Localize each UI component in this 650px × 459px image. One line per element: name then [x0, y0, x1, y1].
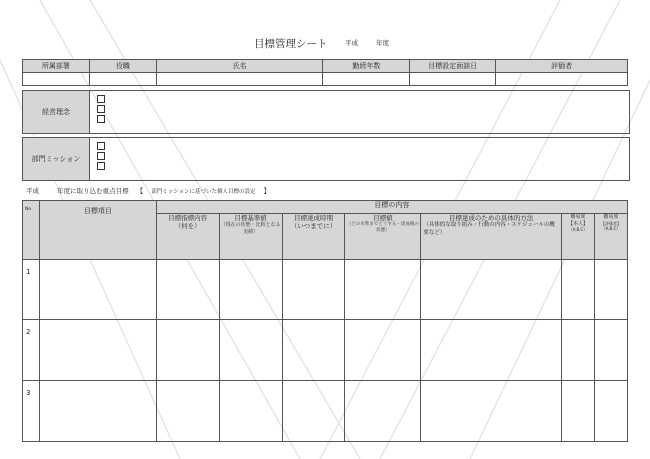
- position-header: 役職: [89, 60, 156, 73]
- deadline-cell[interactable]: [282, 320, 345, 381]
- priority-era: 平成: [26, 187, 39, 195]
- goal-item-cell[interactable]: [39, 260, 156, 320]
- deadline-header: [282, 214, 345, 260]
- priority-heading: [26, 186, 276, 195]
- department-header: 所属部署: [23, 60, 90, 73]
- employee-info-table: [22, 59, 628, 86]
- baseline-cell[interactable]: [219, 260, 282, 320]
- difficulty-self-title: 難易度: [570, 214, 586, 220]
- goal-row: [23, 320, 628, 381]
- title-fiscal-year: 年度: [376, 39, 389, 47]
- method-cell[interactable]: [421, 381, 562, 442]
- difficulty-self-cell[interactable]: [562, 260, 595, 320]
- indicator-cell[interactable]: [156, 320, 219, 381]
- difficulty-evaluator-header: [594, 214, 627, 260]
- method-cell[interactable]: [421, 320, 562, 381]
- target-sub: （どの水準までどうする・達成後の状態）: [346, 222, 419, 234]
- priority-bracket-open: 【: [136, 187, 144, 195]
- difficulty-self-who: 【本人】: [567, 220, 588, 227]
- priority-note: 部門ミッションに基づいた個人目標の設定: [151, 189, 256, 195]
- indicator-sub: （何を）: [174, 222, 201, 231]
- mission-section: [22, 137, 630, 181]
- difficulty-self-cell[interactable]: [562, 320, 595, 381]
- indicator-cell[interactable]: [156, 260, 219, 320]
- page-title: 目標管理シート: [254, 38, 328, 50]
- deadline-sub: （いつまでに）: [290, 222, 337, 231]
- indicator-header: [156, 214, 219, 260]
- baseline-cell[interactable]: [219, 320, 282, 381]
- row-number: 2: [23, 320, 40, 381]
- deadline-cell[interactable]: [282, 381, 345, 442]
- philosophy-section: [22, 90, 630, 134]
- interview-date-field[interactable]: [410, 73, 496, 86]
- name-header: 氏名: [156, 60, 323, 73]
- target-header: [345, 214, 421, 260]
- method-title: 目標達成のための具体的方法: [448, 214, 534, 222]
- goal-row: [23, 381, 628, 442]
- mission-label: 部門ミッション: [23, 138, 90, 180]
- tenure-header: 勤続年数: [323, 60, 410, 73]
- difficulty-evaluator-cell[interactable]: [594, 381, 627, 442]
- target-cell[interactable]: [345, 320, 421, 381]
- indicator-cell[interactable]: [156, 381, 219, 442]
- position-field[interactable]: [89, 73, 156, 86]
- difficulty-self-cell[interactable]: [562, 381, 595, 442]
- difficulty-evaluator-who: 【評価者】: [600, 220, 621, 226]
- row-number: 1: [23, 260, 40, 320]
- method-cell[interactable]: [421, 260, 562, 320]
- goal-row: [23, 260, 628, 320]
- title-row: [0, 36, 650, 52]
- difficulty-self-scale: （A.B.C）: [568, 227, 588, 232]
- baseline-header: [219, 214, 282, 260]
- difficulty-evaluator-cell[interactable]: [594, 260, 627, 320]
- difficulty-evaluator-scale: （A.B.C）: [601, 225, 621, 231]
- difficulty-evaluator-cell[interactable]: [594, 320, 627, 381]
- title-era: 平成: [345, 39, 358, 47]
- mission-checkbox[interactable]: [97, 162, 105, 170]
- goal-item-cell[interactable]: [39, 381, 156, 442]
- baseline-cell[interactable]: [219, 381, 282, 442]
- goal-item-header: 目標項目: [39, 201, 156, 260]
- no-header: No: [23, 201, 40, 260]
- deadline-title: 目標達成時期: [293, 214, 333, 222]
- method-header: [421, 214, 562, 260]
- target-title: 目標値: [373, 214, 393, 222]
- difficulty-self-header: [562, 214, 595, 260]
- deadline-cell[interactable]: [282, 260, 345, 320]
- baseline-sub: （現在の状態・比較となる実績）: [220, 222, 281, 235]
- evaluator-field[interactable]: [496, 73, 628, 86]
- philosophy-checkbox[interactable]: [97, 95, 105, 103]
- priority-bracket-close: 】: [263, 187, 271, 195]
- interview-date-header: 目標設定面談日: [410, 60, 496, 73]
- indicator-title: 目標指標内容: [168, 214, 208, 222]
- difficulty-evaluator-title: 難易度: [603, 214, 619, 220]
- method-sub: （具体的な取り組み・行動の内容・スケジュールの概要など）: [423, 222, 555, 236]
- baseline-title: 目標基準値: [234, 214, 267, 222]
- goal-content-header: 目標の内容: [156, 201, 627, 214]
- row-number: 3: [23, 381, 40, 442]
- target-cell[interactable]: [345, 381, 421, 442]
- department-field[interactable]: [23, 73, 90, 86]
- mission-checkbox[interactable]: [97, 152, 105, 160]
- tenure-field[interactable]: [323, 73, 410, 86]
- target-cell[interactable]: [345, 260, 421, 320]
- name-field[interactable]: [156, 73, 323, 86]
- goal-table: [22, 200, 628, 442]
- philosophy-checkbox[interactable]: [97, 105, 105, 113]
- priority-title: 年度に取り込む重点目標: [57, 187, 129, 195]
- goal-item-cell[interactable]: [39, 320, 156, 381]
- philosophy-label: 経営理念: [23, 91, 90, 133]
- philosophy-checkbox[interactable]: [97, 115, 105, 123]
- mission-checkbox[interactable]: [97, 142, 105, 150]
- evaluator-header: 評価者: [496, 60, 628, 73]
